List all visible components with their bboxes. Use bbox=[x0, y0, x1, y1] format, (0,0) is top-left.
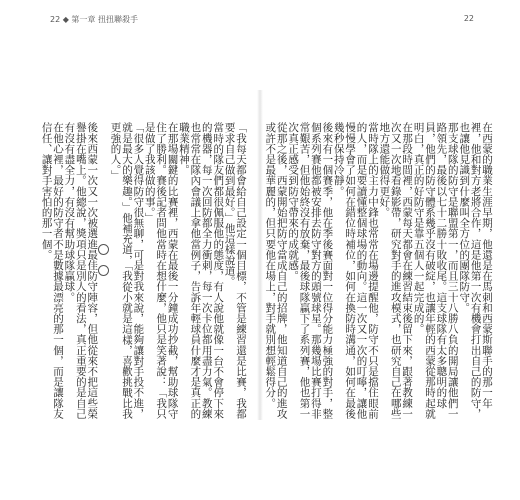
body-paragraph: 從那之後，西蒙開始把防守當成自己的招牌，他知道自己的進攻或許不是最華麗的，但只要他在場上，對手就別想輕鬆得分。 bbox=[264, 122, 288, 419]
body-paragraph: 「我每天都會給自己設定一個目標，不管是練習還是比賽，我都要求自己做到最好。」他這樣說道。 bbox=[223, 122, 247, 419]
body-paragraph: 在那段時間裡，西蒙每天都會在練習結束後留下來，跟著教練一次又一次地看錄影帶，研究對手的進攻模式，也研究自己在哪些地方還能做得更好。 bbox=[378, 122, 414, 419]
body-paragraph: 後來有一個賽季，他在季後賽面對一位得分能力極強的對手，整個系列賽他都被安排去防守對方的頭號球星。那幾場比賽打得非常艱苦，但他始終沒有放棄，最後球隊贏下了系列賽，他也第一次真正感受到防守帶來的成就感。 bbox=[287, 122, 334, 419]
body-paragraph: 後來西蒙一次又一次被選進最佳防守陣容，但他從來不把這些榮譽掛在嘴上。他總說，獎項只是別人的看法，真正重要的是自己有沒有盡全力，有沒有幫助球隊贏球。 bbox=[63, 122, 99, 419]
body-paragraph: 在那場關鍵的比賽裡，西蒙在最後一分鐘成功抄截，幫助球隊守住了勝利。賽後記者問他當時在想什麼，他只是笑著說：「我只是做了我該做的事。」 bbox=[143, 122, 179, 419]
body-paragraph: 在西蒙的職業生涯早期，他還是在馬刺和西蒙斯聯手的那一年裡，他和對方老將合作，這是他第一次有機會打出自己的防守，也讓他見識到什麼叫全方位的團隊防守。 bbox=[458, 122, 493, 419]
left-page-body bbox=[34, 122, 246, 422]
book-spine-divider bbox=[257, 90, 263, 420]
running-header-left: 22 ◆ 第一章 扭扭聯殺手 bbox=[50, 15, 138, 24]
double-ring-icon bbox=[97, 244, 109, 422]
page-number-right: 22 bbox=[463, 14, 474, 23]
body-paragraph: 「很多人覺得防守很無聊，可是對我來說，能夠讓對手投不進，就是最大的樂趣。」他補充道，「我從小就是這樣，喜歡挑戰比我更強的人。」 bbox=[109, 122, 145, 419]
body-paragraph: 那支球隊的防守是聯盟第一，而且三十八勝八負的開局讓他們一路領先，最後以七十二勝十敗收尾。這支球隊有太多聰明的球員，他們的防守體系幾乎沒有破綻，也讓年輕的西蒙從那時起就明白，真正的好防守是靠五個人一起完成的。 bbox=[412, 122, 459, 419]
body-paragraph: 在他心裡，最好的防守者不是數據最漂亮的那一個，而是讓隊友信任、讓對手害怕的那一個。 bbox=[40, 122, 64, 419]
body-paragraph: 當時的隊友們都很佩服他的態度，有人說他就像一台不會停下來的機器，每一次回防都全力衝刺，每一次卡位都用盡力氣。教練也常常在隊內會議上拿他當例子，告訴年輕球員什麼才是真正的職業精神。 bbox=[177, 122, 225, 419]
right-page-body bbox=[264, 122, 493, 422]
body-paragraph: 當時隊上的主力中鋒也常常在場邊提醒他，防守不只是擋住眼前的人，而是要讀懂整個球場的動向。這一次又一次的叮嚀，讓他慢慢學會了如何在錯位時補位，如何在換防時溝通，如何在最後幾秒保持冷靜。 bbox=[332, 122, 379, 419]
